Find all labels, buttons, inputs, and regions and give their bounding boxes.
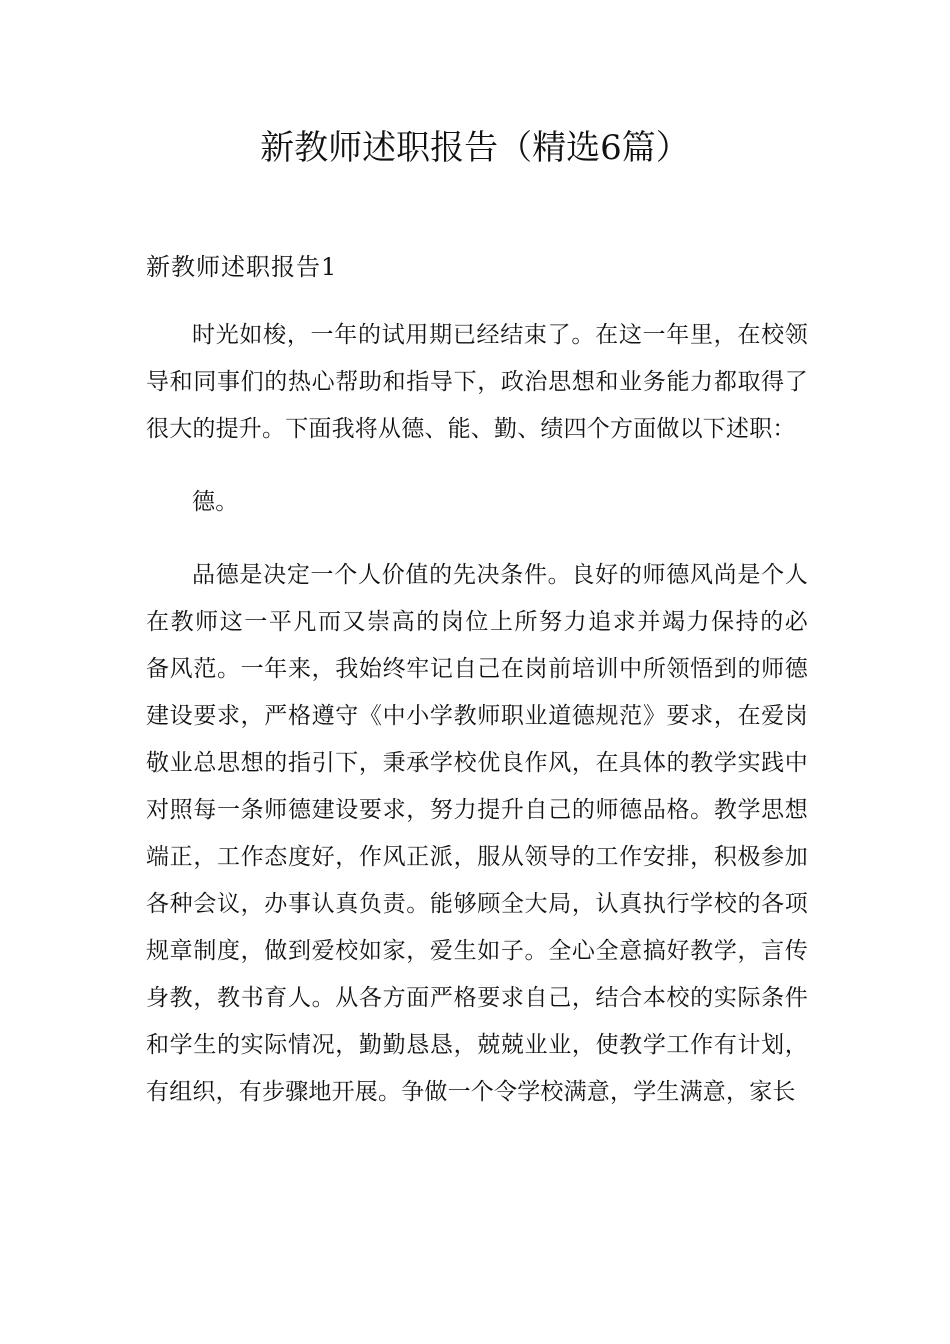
paragraph-line: 很大的提升。下面我将从德、能、勤、绩四个方面做以下述职： — [146, 416, 796, 442]
paragraph-line: 和学生的实际情况，勤勤恳恳，兢兢业业，使教学工作有计划， — [146, 1032, 808, 1058]
paragraph-line: 对照每一条师德建设要求，努力提升自己的师德品格。教学思想 — [146, 797, 808, 823]
paragraph-line: 敬业总思想的指引下，秉承学校优良作风，在具体的教学实践中 — [146, 750, 808, 776]
paragraph-de-body — [146, 552, 808, 1116]
document-title: 新教师述职报告（精选6篇） — [260, 128, 690, 168]
paragraph-line: 端正，工作态度好，作风正派，服从领导的工作安排，积极参加 — [146, 844, 808, 870]
paragraph-line: 有组织，有步骤地开展。争做一个令学校满意，学生满意，家长 — [146, 1079, 796, 1105]
paragraph-de-heading — [146, 479, 808, 526]
paragraph-line: 身教，教书育人。从各方面严格要求自己，结合本校的实际条件 — [146, 985, 808, 1011]
paragraph-line: 德。 — [192, 489, 239, 515]
paragraph-line: 规章制度，做到爱校如家，爱生如子。全心全意搞好教学，言传 — [146, 938, 808, 964]
paragraph-line: 时光如梭，一年的试用期已经结束了。在这一年里，在校领 — [192, 322, 808, 348]
section-heading: 新教师述职报告1 — [146, 253, 338, 281]
paragraph-line: 备风范。一年来，我始终牢记自己在岗前培训中所领悟到的师德 — [146, 656, 808, 682]
paragraph-line: 在教师这一平凡而又崇高的岗位上所努力追求并竭力保持的必 — [146, 609, 808, 635]
paragraph-line: 品德是决定一个人价值的先决条件。良好的师德风尚是个人 — [192, 562, 808, 588]
paragraph-intro — [146, 312, 808, 453]
paragraph-line: 导和同事们的热心帮助和指导下，政治思想和业务能力都取得了 — [146, 369, 808, 395]
paragraph-line: 各种会议，办事认真负责。能够顾全大局，认真执行学校的各项 — [146, 891, 808, 917]
paragraph-line: 建设要求，严格遵守《中小学教师职业道德规范》要求，在爱岗 — [146, 703, 808, 729]
